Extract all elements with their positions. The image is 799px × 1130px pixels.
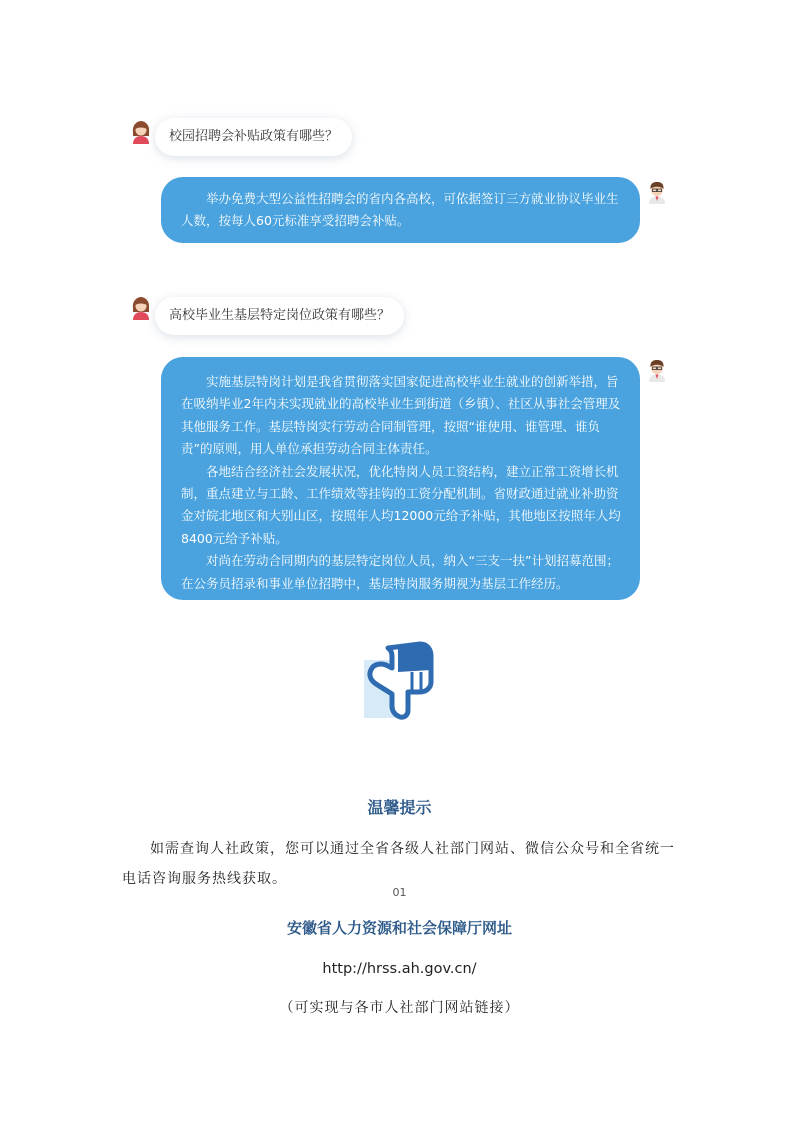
female-avatar-icon (130, 296, 152, 320)
site-title: 安徽省人力资源和社会保障厅网址 (286, 919, 512, 937)
tips-body: 如需查询人社政策，您可以通过全省各级人社部门网站、微信公众号和全省统一电话咨询服务热线获取。 (122, 841, 675, 887)
link-note: （可实现与各市人社部门网站链接） (279, 1000, 520, 1016)
question-bubble-2: 高校毕业生基层特定岗位政策有哪些？ (155, 297, 404, 335)
answer-bubble-1 (161, 177, 640, 243)
answer-paragraph: 各地结合经济社会发展状况，优化特岗人员工资结构，建立正常工资增长机制，重点建立与工龄、工作绩效等挂钩的工资分配机制。省财政通过就业补助资金对皖北地区和大别山区，按照年人均12000元给予补贴，其他地区按照年人均8400元给予补贴。 (181, 463, 621, 546)
answer-paragraph: 实施基层特岗计划是我省贯彻落实国家促进高校毕业生就业的创新举措，旨在吸纳毕业2年内未实现就业的高校毕业生到街道（乡镇）、社区从事社会管理及其他服务工作。基层特岗实行劳动合同制管理，按照“谁使用、谁管理、谁负责”的原则，用人单位承担劳动合同主体责任。 (181, 374, 621, 457)
answer-paragraph: 举办免费大型公益性招聘会的省内各高校，可依据签订三方就业协议毕业生人数，按每人60元标准享受招聘会补贴。 (181, 191, 619, 229)
tips-title: 温馨提示 (367, 798, 432, 817)
female-avatar-icon (130, 120, 152, 144)
pointing-hand-icon (364, 640, 436, 720)
question-bubble-1: 校园招聘会补贴政策有哪些？ (155, 118, 352, 156)
answer-bubble-2 (161, 357, 640, 600)
male-avatar-icon (646, 358, 668, 382)
answer-paragraph: 对尚在劳动合同期内的基层特定岗位人员，纳入“三支一扶”计划招募范围；在公务员招录和事业单位招聘中，基层特岗服务期视为基层工作经历。 (181, 553, 619, 591)
male-avatar-icon (646, 180, 668, 204)
website-link[interactable]: http://hrss.ah.gov.cn/ (322, 961, 477, 977)
item-number: 01 (392, 886, 407, 899)
